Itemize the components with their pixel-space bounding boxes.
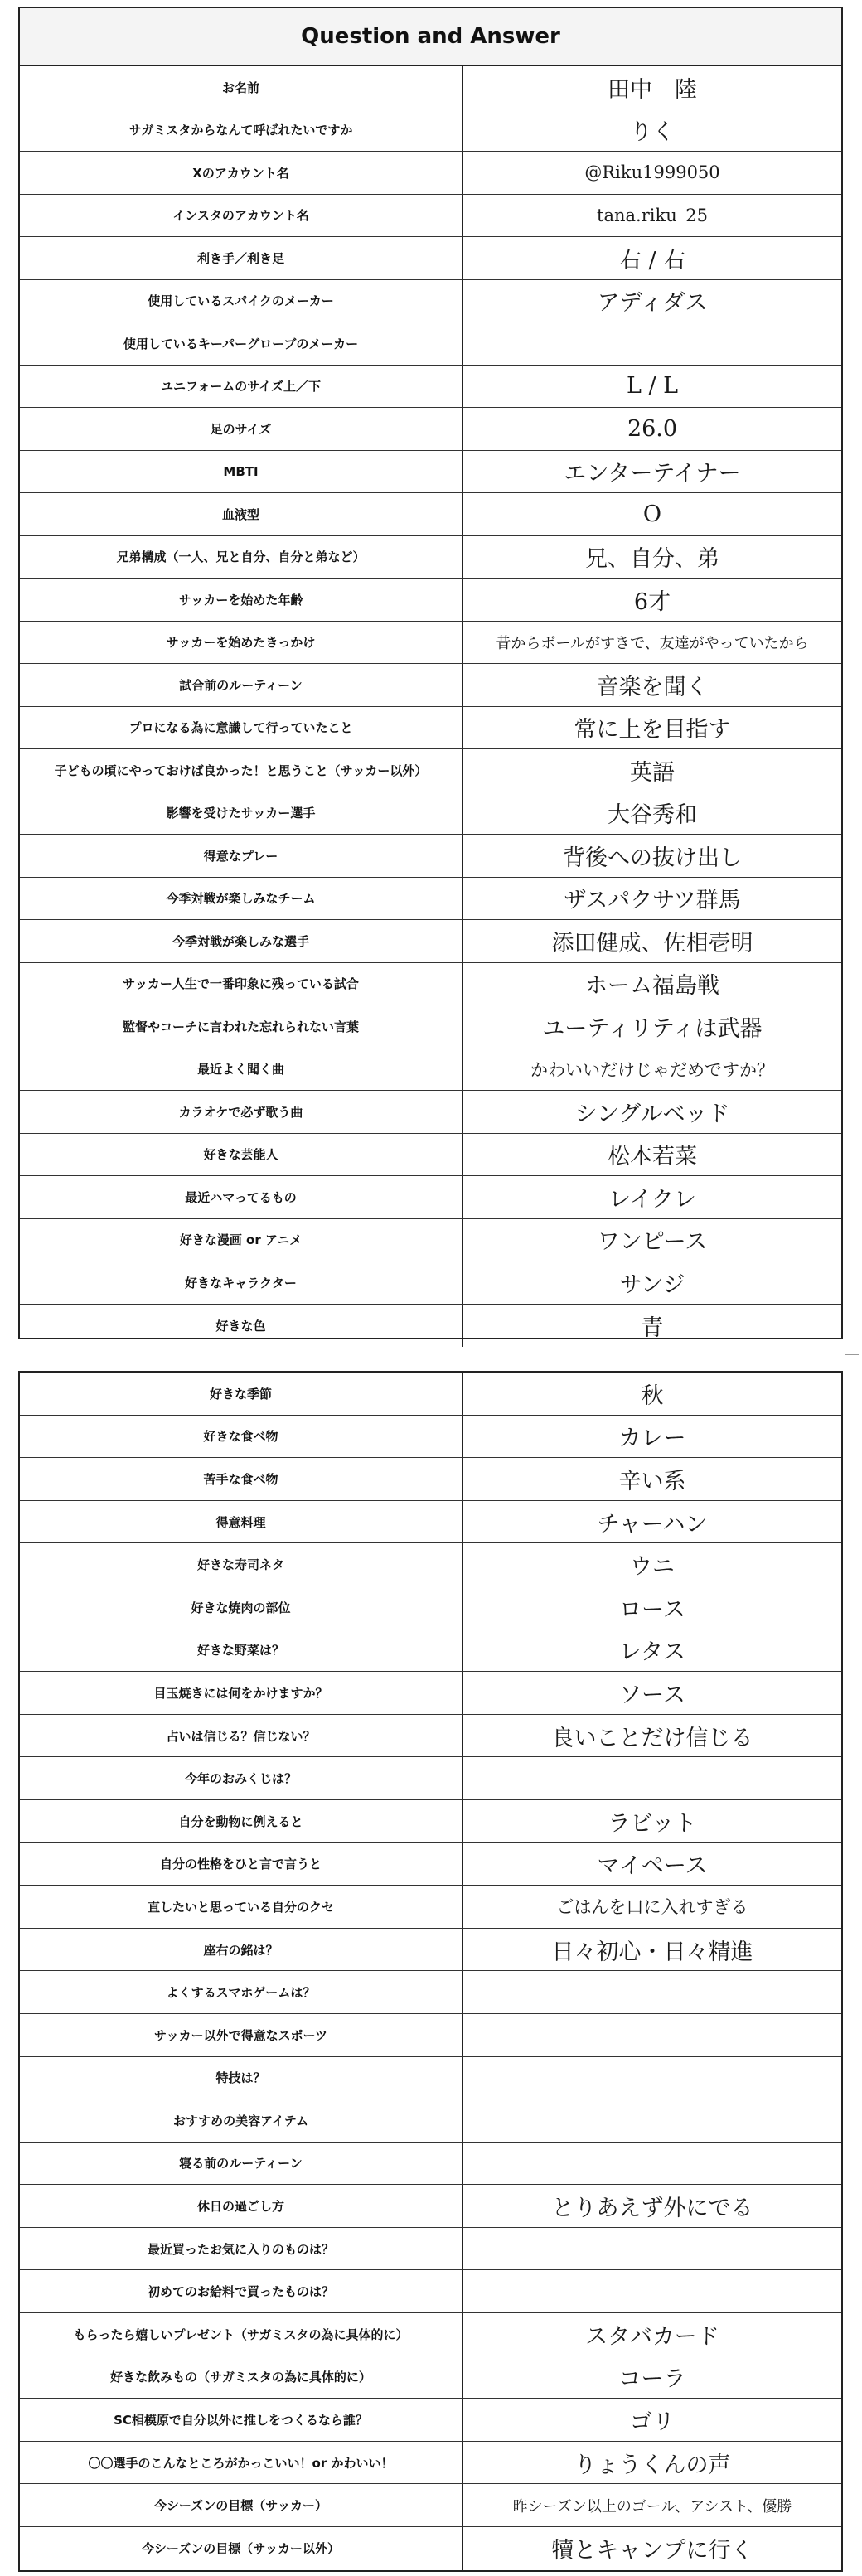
question-cell: 休日の過ごし方 [20, 2185, 463, 2227]
answer-cell: 背後への抜け出し [563, 845, 742, 871]
qa-row [20, 1091, 841, 1134]
question-cell: 好きな色 [20, 1305, 463, 1348]
sheet-title: Question and Answer [20, 8, 841, 66]
question-cell: 最近よく聞く曲 [20, 1048, 463, 1091]
question-cell: 好きな焼肉の部位 [20, 1586, 463, 1629]
answer-cell: ロース [619, 1596, 685, 1623]
answer-cell: ホーム福島戦 [585, 973, 719, 1000]
qa-row [20, 1886, 841, 1929]
answer-cell: ゴリ [630, 2409, 675, 2436]
qa-row [20, 152, 841, 195]
qa-row [20, 1586, 841, 1629]
question-cell: 直したいと思っている自分のクセ [20, 1886, 463, 1928]
question-cell: 好きな季節 [20, 1373, 463, 1415]
qa-row [20, 664, 841, 707]
qa-row [20, 1305, 841, 1348]
answer-cell: コーラ [618, 2366, 686, 2393]
question-cell: 好きな野菜は？ [20, 1629, 463, 1672]
answer-cell [463, 2143, 841, 2185]
answer-cell: 添田健成、佐相壱明 [551, 930, 753, 956]
qa-row [20, 2270, 841, 2313]
answer-cell: シングルベッド [574, 1101, 730, 1127]
qa-row [20, 1048, 841, 1092]
answer-cell: 良いことだけ信じる [551, 1725, 753, 1751]
question-cell: 足のサイズ [20, 408, 463, 450]
answer-cell: 日々初心・日々精進 [551, 1939, 753, 1965]
question-cell: 好きな食べ物 [20, 1416, 463, 1458]
question-cell: よくするスマホゲームは？ [20, 1971, 463, 2013]
qa-row [20, 1800, 841, 1843]
qa-row [20, 451, 841, 494]
qa-row [20, 1715, 841, 1758]
qa-row [20, 408, 841, 451]
qa-row [20, 109, 841, 153]
question-cell: 好きな寿司ネタ [20, 1543, 463, 1586]
qa-row [20, 1261, 841, 1305]
answer-cell: 兄、自分、弟 [585, 546, 719, 573]
qa-row [20, 280, 841, 323]
answer-cell [463, 1757, 841, 1799]
qa-row [20, 1971, 841, 2014]
qa-row [20, 2185, 841, 2228]
question-cell: 好きな飲みもの（サガミスタの為に具体的に） [20, 2356, 463, 2399]
answer-cell: 大谷秀和 [608, 802, 697, 829]
question-cell: 今年のおみくじは？ [20, 1757, 463, 1799]
qa-row [20, 2143, 841, 2186]
question-cell: 寝る前のルーティーン [20, 2143, 463, 2185]
question-cell: MBTI [20, 451, 463, 493]
qa-row [20, 579, 841, 622]
question-cell: 最近ハマってるもの [20, 1176, 463, 1218]
question-cell: おすすめの美容アイテム [20, 2099, 463, 2142]
qa-row [20, 878, 841, 921]
answer-cell: 右 / 右 [618, 247, 686, 274]
question-cell: 自分の性格をひと言で言うと [20, 1843, 463, 1886]
question-cell: 最近買ったお気に入りのものは？ [20, 2228, 463, 2270]
answer-cell: 辛い系 [618, 1468, 686, 1494]
qa-row [20, 2057, 841, 2100]
qa-row [20, 1757, 841, 1800]
qa-row [20, 1219, 841, 1262]
answer-cell: ワンピース [597, 1229, 708, 1256]
question-cell: インスタのアカウント名 [20, 195, 463, 237]
question-cell: 得意料理 [20, 1501, 463, 1543]
answer-cell: 6才 [633, 588, 671, 615]
question-cell: 利き手／利き足 [20, 237, 463, 279]
question-cell: 占いは信じる？信じない？ [20, 1715, 463, 1757]
question-cell: 好きな芸能人 [20, 1134, 463, 1176]
qa-row [20, 963, 841, 1006]
qa-row [20, 1005, 841, 1048]
question-cell: 好きなキャラクター [20, 1261, 463, 1304]
question-cell: 好きな漫画 or アニメ [20, 1219, 463, 1261]
qa-row [20, 195, 841, 238]
qa-row [20, 2099, 841, 2143]
answer-cell [463, 2014, 841, 2056]
answer-cell: 松本若菜 [608, 1144, 697, 1170]
answer-cell [463, 322, 841, 365]
qa-row [20, 2484, 841, 2527]
answer-cell: tana.riku_25 [597, 205, 708, 225]
answer-cell: 昨シーズン以上のゴール、アシスト、優勝 [512, 2497, 792, 2515]
answer-cell: かわいいだけじゃだめですか？ [530, 1059, 774, 1080]
qa-row [20, 835, 841, 878]
qa-row [20, 1843, 841, 1886]
question-cell: 苦手な食べ物 [20, 1458, 463, 1500]
answer-cell: 英語 [630, 759, 675, 786]
answer-cell: 昔からボールがすきで、友達がやっていたから [496, 634, 809, 652]
answer-cell: @Riku1999050 [584, 162, 720, 183]
qa-row [20, 237, 841, 280]
answer-cell: エンターテイナー [564, 461, 741, 487]
qa-row [20, 1629, 841, 1673]
question-cell: サガミスタからなんて呼ばれたいですか [20, 109, 463, 152]
question-cell: 血液型 [20, 493, 463, 535]
question-cell: 兄弟構成（一人、兄と自分、自分と弟など） [20, 536, 463, 579]
qa-row [20, 322, 841, 366]
qa-row [20, 2228, 841, 2271]
answer-cell [463, 2099, 841, 2142]
question-cell: 初めてのお給料で買ったものは？ [20, 2270, 463, 2312]
answer-cell [463, 2228, 841, 2270]
question-cell: サッカー人生で一番印象に残っている試合 [20, 963, 463, 1005]
question-cell: 今シーズンの目標（サッカー） [20, 2484, 463, 2526]
qa-row [20, 749, 841, 792]
answer-cell: 田中 陸 [608, 76, 697, 103]
qa-row [20, 1672, 841, 1715]
answer-cell: りく [630, 119, 675, 146]
question-cell: 得意なプレー [20, 835, 463, 877]
answer-cell: ウニ [630, 1554, 675, 1581]
answer-cell [463, 2057, 841, 2099]
qa-row [20, 1929, 841, 1972]
answer-cell: 26.0 [627, 415, 678, 442]
qa-row [20, 66, 841, 109]
answer-cell: とりあえず外にでる [551, 2196, 753, 2222]
question-cell: Xのアカウント名 [20, 152, 463, 194]
qa-row [20, 2399, 841, 2442]
qa-row [20, 2527, 841, 2570]
answer-cell: ユーティリティは武器 [542, 1015, 763, 1042]
question-cell: サッカーを始めた年齢 [20, 579, 463, 621]
question-cell: 特技は？ [20, 2057, 463, 2099]
qa-row [20, 493, 841, 536]
qa-row [20, 1543, 841, 1586]
question-cell: 子どもの頃にやっておけば良かった！と思うこと（サッカー以外） [20, 749, 463, 792]
qa-table [20, 66, 841, 1347]
answer-cell: ザスパクサツ群馬 [564, 888, 741, 914]
answer-cell: スタバカード [585, 2323, 719, 2350]
qa-table [20, 1373, 841, 2570]
question-cell: SC相模原で自分以外に推しをつくるなら誰？ [20, 2399, 463, 2441]
qa-row [20, 366, 841, 409]
question-cell: 使用しているスパイクのメーカー [20, 280, 463, 322]
answer-cell: チャーハン [597, 1511, 708, 1537]
question-cell: 〇〇選手のこんなところがかっこいい！or かわいい！ [20, 2442, 463, 2484]
qa-row [20, 536, 841, 579]
answer-cell [463, 1971, 841, 2013]
qa-row [20, 792, 841, 835]
answer-cell: 常に上を目指す [574, 717, 731, 743]
qa-row [20, 1134, 841, 1177]
question-cell: 座右の銘は？ [20, 1929, 463, 1971]
answer-cell: サンジ [619, 1271, 685, 1298]
question-cell: 今シーズンの目標（サッカー以外） [20, 2527, 463, 2570]
question-cell: 今季対戦が楽しみなチーム [20, 878, 463, 920]
question-cell: サッカーを始めたきっかけ [20, 622, 463, 664]
question-cell: 監督やコーチに言われた忘れられない言葉 [20, 1005, 463, 1048]
qa-row [20, 1416, 841, 1459]
answer-cell: レタス [619, 1639, 685, 1666]
answer-cell: 青 [641, 1315, 664, 1341]
question-cell: 今季対戦が楽しみな選手 [20, 920, 463, 962]
qa-row [20, 920, 841, 963]
qa-row [20, 707, 841, 750]
answer-cell: O [642, 501, 662, 527]
answer-cell: ソース [619, 1682, 685, 1708]
question-cell: 試合前のルーティーン [20, 664, 463, 706]
qa-row [20, 2313, 841, 2356]
question-cell: ユニフォームのサイズ上／下 [20, 366, 463, 408]
answer-cell: レイクレ [608, 1186, 697, 1213]
qa-sheet-page-2 [18, 1371, 843, 2572]
answer-cell: L / L [626, 373, 679, 399]
answer-cell: りょうくんの声 [574, 2452, 731, 2478]
page-divider-mark [845, 1354, 859, 1355]
answer-cell [463, 2270, 841, 2312]
question-cell: お名前 [20, 66, 463, 109]
qa-row [20, 2356, 841, 2399]
qa-row [20, 2442, 841, 2485]
qa-row [20, 1373, 841, 1416]
answer-cell: カレー [618, 1426, 686, 1452]
qa-row [20, 622, 841, 665]
question-cell: プロになる為に意識して行っていたこと [20, 707, 463, 749]
question-cell: 目玉焼きには何をかけますか？ [20, 1672, 463, 1714]
question-cell: もらったら嬉しいプレゼント（サガミスタの為に具体的に） [20, 2313, 463, 2356]
question-cell: 影響を受けたサッカー選手 [20, 792, 463, 835]
qa-row [20, 1458, 841, 1501]
answer-cell: 音楽を聞く [596, 674, 709, 700]
answer-cell: ラビット [608, 1810, 697, 1837]
qa-row [20, 1176, 841, 1219]
answer-cell: 秋 [641, 1382, 664, 1409]
answer-cell: アディダス [597, 290, 708, 317]
qa-sheet-page-1 [18, 7, 843, 1339]
answer-cell: マイペース [597, 1853, 708, 1880]
question-cell: 使用しているキーパーグローブのメーカー [20, 322, 463, 365]
question-cell: 自分を動物に例えると [20, 1800, 463, 1842]
qa-row [20, 1501, 841, 1544]
question-cell: カラオケで必ず歌う曲 [20, 1091, 463, 1133]
question-cell: サッカー以外で得意なスポーツ [20, 2014, 463, 2056]
answer-cell: ごはんを口に入れすぎる [556, 1897, 748, 1918]
qa-row [20, 2014, 841, 2057]
answer-cell: 犢とキャンプに行く [551, 2538, 753, 2564]
